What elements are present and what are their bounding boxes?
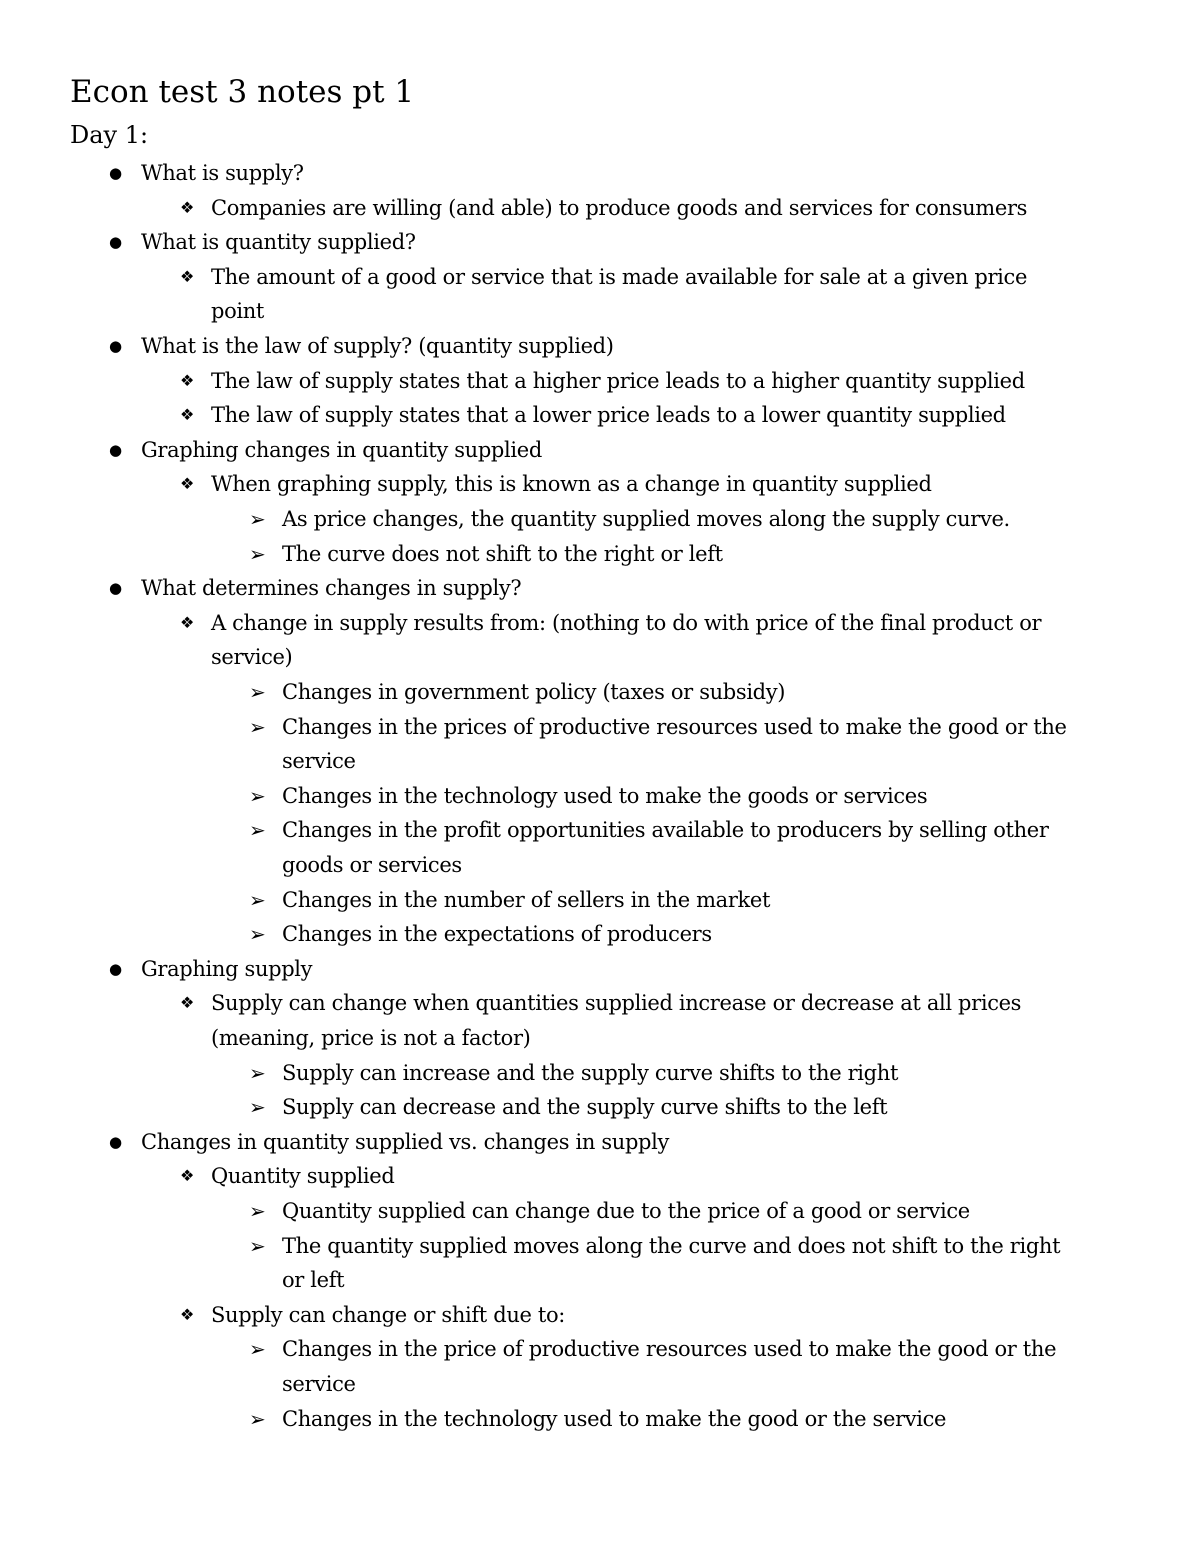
bullet-level1-icon: ●: [109, 233, 122, 252]
document-title: Econ test 3 notes pt 1: [70, 74, 415, 110]
bullet-level2-icon: ❖: [180, 1304, 194, 1324]
bullet-level3-icon: ➢: [249, 714, 266, 739]
bullet-level1-icon: ●: [109, 959, 122, 978]
bullet-level2-icon: ❖: [180, 197, 194, 217]
note-line-level1: What is the law of supply? (quantity supplied): [141, 334, 614, 358]
note-line-level1: Changes in quantity supplied vs. changes in supply: [141, 1129, 670, 1154]
note-line-level2: Companies are willing (and able) to produce goods and services for consumers: [211, 195, 1028, 220]
note-line-level2: Quantity supplied: [211, 1164, 395, 1189]
bullet-level3-icon: ➢: [249, 783, 266, 808]
note-line-level2: (meaning, price is not a factor): [211, 1026, 531, 1050]
note-line-level3: Changes in the expectations of producers: [282, 922, 712, 947]
note-line-level3: Changes in the number of sellers in the market: [282, 887, 771, 912]
bullet-level3-icon: ➢: [249, 507, 266, 531]
bullet-level3-icon: ➢: [249, 887, 266, 912]
bullet-level3-icon: ➢: [249, 1337, 266, 1362]
note-line-level1: Graphing changes in quantity supplied: [141, 437, 542, 462]
note-line-level2: When graphing supply, this is known as a change in quantity supplied: [211, 472, 932, 497]
bullet-level1-icon: ●: [109, 440, 122, 459]
note-line-level3: Changes in the profit opportunities available to producers by selling other: [282, 818, 1049, 843]
note-line-level3: goods or services: [282, 853, 462, 877]
bullet-level3-icon: ➢: [249, 1406, 266, 1431]
note-line-level2: service): [211, 645, 293, 670]
note-line-level1: What is quantity supplied?: [141, 230, 416, 255]
bullet-level1-icon: ●: [109, 337, 122, 355]
bullet-level3-icon: ➢: [249, 1095, 266, 1120]
note-line-level2: point: [211, 299, 265, 324]
bullet-level3-icon: ➢: [249, 541, 266, 566]
note-line-level3: Supply can increase and the supply curve shifts to the right: [282, 1060, 899, 1085]
note-line-level1: Graphing supply: [141, 956, 313, 981]
bullet-level2-icon: ❖: [180, 993, 194, 1013]
bullet-level2-icon: ❖: [180, 474, 194, 494]
note-line-level2: Supply can change when quantities supplied increase or decrease at all prices: [211, 991, 1022, 1016]
note-line-level3: Changes in the technology used to make the good or the service: [282, 1406, 947, 1431]
note-line-level3: or left: [282, 1268, 345, 1293]
bullet-level3-icon: ➢: [249, 1233, 266, 1258]
note-line-level3: service: [282, 749, 356, 774]
note-line-level3: As price changes, the quantity supplied moves along the supply curve.: [282, 507, 1010, 531]
bullet-level3-icon: ➢: [249, 922, 266, 947]
bullet-level1-icon: ●: [109, 579, 122, 598]
note-line-level3: Changes in the prices of productive resources used to make the good or the: [282, 714, 1067, 739]
bullet-level1-icon: ●: [109, 164, 122, 182]
note-line-level2: A change in supply results from: (nothing to do with price of the final product or: [211, 610, 1042, 635]
bullet-level2-icon: ❖: [180, 405, 194, 425]
note-line-level2: The amount of a good or service that is made available for sale at a given price: [211, 264, 1028, 289]
note-line-level2: The law of supply states that a lower price leads to a lower quantity supplied: [211, 403, 1006, 428]
note-line-level3: Changes in the technology used to make the goods or services: [282, 783, 928, 808]
note-line-level3: Changes in the price of productive resources used to make the good or the: [282, 1337, 1057, 1362]
note-line-level3: The curve does not shift to the right or left: [282, 541, 723, 566]
note-line-level3: Changes in government policy (taxes or subsidy): [282, 680, 786, 704]
note-line-level3: service: [282, 1372, 356, 1396]
bullet-level1-icon: ●: [109, 1132, 122, 1151]
note-line-level2: Supply can change or shift due to:: [211, 1302, 566, 1327]
section-heading: Day 1:: [70, 121, 149, 149]
bullet-level2-icon: ❖: [180, 370, 194, 390]
bullet-level3-icon: ➢: [249, 1060, 266, 1085]
note-line-level1: What determines changes in supply?: [141, 576, 522, 601]
note-line-level2: The law of supply states that a higher price leads to a higher quantity supplied: [211, 368, 1025, 393]
bullet-level3-icon: ➢: [249, 818, 266, 843]
bullet-level3-icon: ➢: [249, 680, 266, 704]
note-line-level1: What is supply?: [141, 161, 304, 185]
bullet-level2-icon: ❖: [180, 266, 194, 286]
bullet-level2-icon: ❖: [180, 1166, 194, 1186]
bullet-level2-icon: ❖: [180, 612, 194, 632]
bullet-level3-icon: ➢: [249, 1199, 266, 1223]
note-line-level3: The quantity supplied moves along the curve and does not shift to the right: [282, 1233, 1061, 1258]
note-line-level3: Quantity supplied can change due to the price of a good or service: [282, 1199, 970, 1223]
note-line-level3: Supply can decrease and the supply curve shifts to the left: [282, 1095, 888, 1120]
